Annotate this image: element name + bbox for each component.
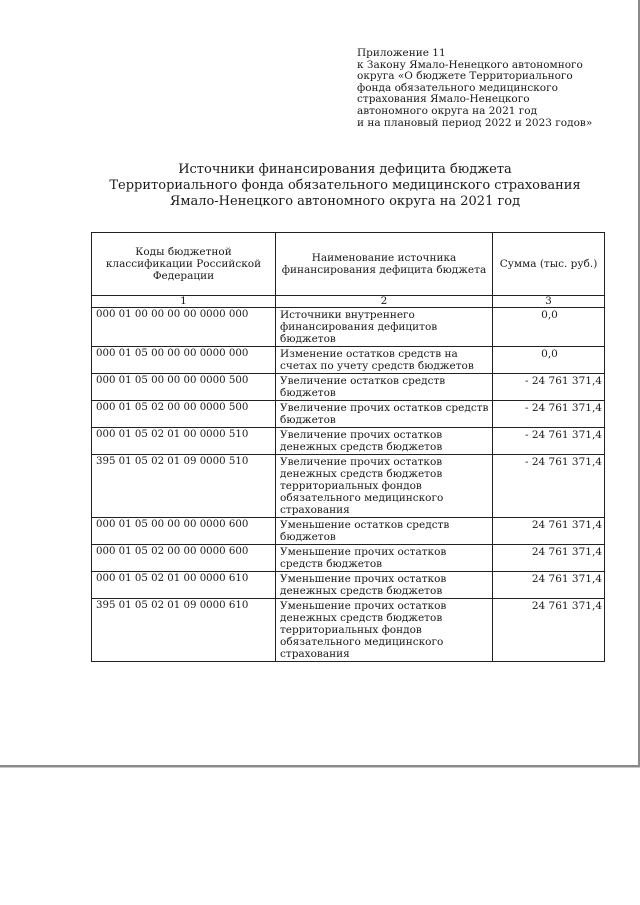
title-line: Источники финансирования дефицита бюджета (178, 162, 512, 177)
row-name: Уменьшение остатков средств бюджетов (276, 518, 493, 545)
row-sum: 0,0 (493, 347, 605, 374)
table-row (92, 308, 605, 347)
row-sum: - 24 761 371,4 (493, 374, 605, 401)
table-row (92, 518, 605, 545)
row-name: Увеличение прочих остатков денежных средств бюджетов территориальных фондов обязательного медицинского страхования (276, 455, 493, 518)
title-line: Территориального фонда обязательного медицинского страхования (109, 178, 581, 193)
annex-line: округа «О бюджете Территориального (357, 70, 573, 83)
row-name: Увеличение прочих остатков денежных средств бюджетов (276, 428, 493, 455)
document-title (90, 162, 600, 210)
row-sum: 0,0 (493, 308, 605, 347)
row-name: Источники внутреннего финансирования дефицитов бюджетов (276, 308, 493, 347)
row-code: 000 01 05 02 00 00 0000 600 (92, 545, 276, 572)
annex-line: и на плановый период 2022 и 2023 годов» (357, 116, 593, 129)
table-row (92, 374, 605, 401)
table-row (92, 455, 605, 518)
column-number-row (92, 296, 605, 308)
row-code: 000 01 00 00 00 00 0000 000 (92, 308, 276, 347)
header-codes: Коды бюджетной классификации Российской Федерации (92, 233, 276, 296)
table-header-row (92, 233, 605, 296)
row-name: Увеличение прочих остатков средств бюджетов (276, 401, 493, 428)
row-code: 000 01 05 02 00 00 0000 500 (92, 401, 276, 428)
table-row (92, 347, 605, 374)
row-code: 395 01 05 02 01 09 0000 610 (92, 599, 276, 662)
title-line: Ямало-Ненецкого автономного округа на 2021 год (169, 194, 521, 209)
table-row (92, 401, 605, 428)
row-name: Изменение остатков средств на счетах по учету средств бюджетов (276, 347, 493, 374)
row-code: 395 01 05 02 01 09 0000 510 (92, 455, 276, 518)
row-name: Уменьшение прочих остатков денежных средств бюджетов территориальных фондов обязательного медицинского страхования (276, 599, 493, 662)
table-row (92, 599, 605, 662)
annex-line: фонда обязательного медицинского (357, 81, 558, 94)
column-number: 3 (493, 296, 605, 308)
annex-line: Приложение 11 (357, 47, 446, 59)
column-number: 1 (92, 296, 276, 308)
row-name: Увеличение остатков средств бюджетов (276, 374, 493, 401)
table-row (92, 545, 605, 572)
row-sum: - 24 761 371,4 (493, 455, 605, 518)
financing-sources-table (91, 232, 605, 662)
row-code: 000 01 05 02 01 00 0000 610 (92, 572, 276, 599)
row-sum: 24 761 371,4 (493, 545, 605, 572)
table-row (92, 428, 605, 455)
row-code: 000 01 05 00 00 00 0000 000 (92, 347, 276, 374)
row-sum: 24 761 371,4 (493, 518, 605, 545)
annex-line: автономного округа на 2021 год (357, 104, 538, 117)
row-code: 000 01 05 00 00 00 0000 500 (92, 374, 276, 401)
annex-note (357, 48, 617, 129)
row-sum: - 24 761 371,4 (493, 428, 605, 455)
annex-line: к Закону Ямало-Ненецкого автономного (357, 58, 583, 71)
row-code: 000 01 05 02 01 00 0000 510 (92, 428, 276, 455)
row-code: 000 01 05 00 00 00 0000 600 (92, 518, 276, 545)
row-sum: 24 761 371,4 (493, 572, 605, 599)
header-sum: Сумма (тыс. руб.) (493, 233, 605, 296)
column-number: 2 (276, 296, 493, 308)
annex-line: страхования Ямало-Ненецкого (357, 93, 530, 106)
row-sum: 24 761 371,4 (493, 599, 605, 662)
row-name: Уменьшение прочих остатков средств бюджетов (276, 545, 493, 572)
table-row (92, 572, 605, 599)
header-name: Наименование источника финансирования дефицита бюджета (276, 233, 493, 296)
row-sum: - 24 761 371,4 (493, 401, 605, 428)
row-name: Уменьшение прочих остатков денежных средств бюджетов (276, 572, 493, 599)
